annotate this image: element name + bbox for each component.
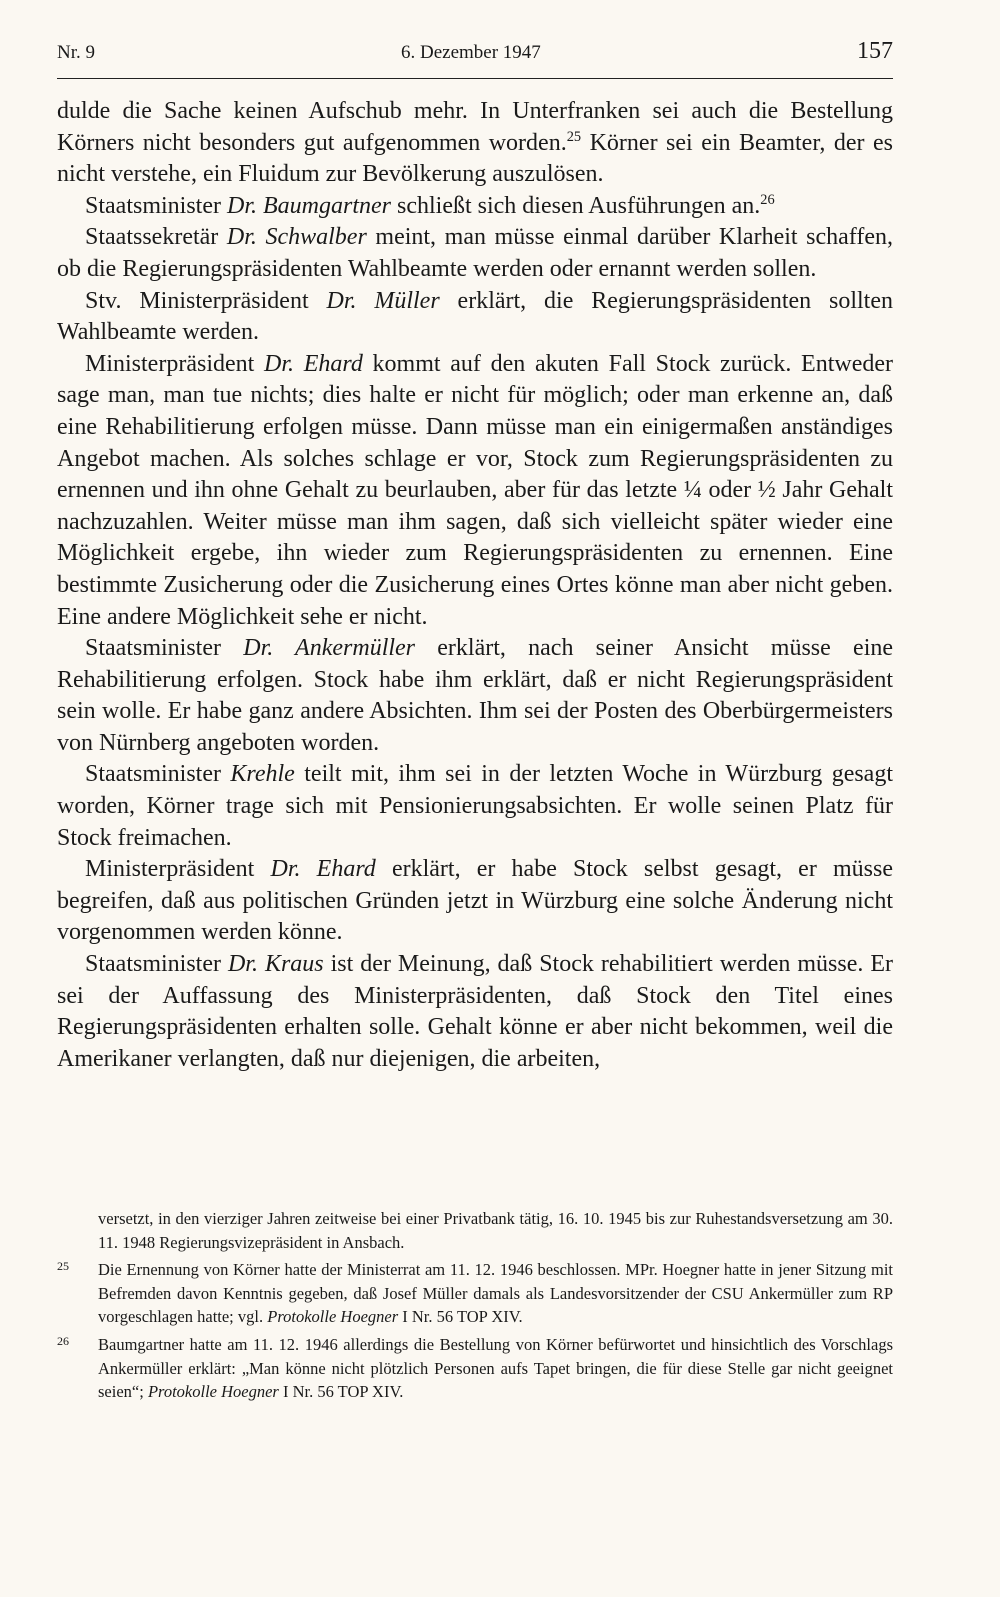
text-run: ist der Meinung, daß Stock rehabilitiert werden müsse. Er sei der Auffassung des Ministerpräsidenten, daß Stock den Titel eines Regierungspräsidenten erhalten solle. Gehalt könne er aber nicht bekommen, weil die Amerikaner verlangten, daß nur diejenigen, die arbeiten, bbox=[57, 951, 894, 1072]
text-run: Staatsminister bbox=[85, 635, 244, 662]
footnotes bbox=[57, 1207, 893, 1408]
text-run: Staatsminister bbox=[85, 761, 231, 788]
text-run: Die Ernennung von Körner hatte der Ministerrat am 11. 12. 1946 beschlossen. MPr. Hoegner hatte in jener Sitzung mit Befremden davon Kenntnis gegeben, daß Josef Müller damals als Landesvorsitzender der CSU Ankermüller zum RP vorgeschlagen hatte; vgl. bbox=[98, 1260, 893, 1327]
speaker-name: Dr. Ankermüller bbox=[243, 635, 416, 662]
footnote-reference: 26 bbox=[760, 191, 775, 208]
text-run: versetzt, in den vierziger Jahren zeitweise bei einer Privatbank tätig, 16. 10. 1945 bis zur Ruhestandsversetzung am 30. 11. 1948 Regierungsvizepräsident in Ansbach. bbox=[98, 1209, 893, 1252]
text-run: teilt mit, ihm sei in der letzten Woche in Würzburg gesagt worden, Körner trage sich mit Pensionierungsabsichten. Er wolle seinen Platz für Stock freimachen. bbox=[57, 761, 893, 851]
paragraph bbox=[57, 349, 893, 633]
text-run: kommt auf den akuten Fall Stock zurück. Entweder sage man, man tue nichts; dies halte er nicht für möglich; oder man erkenne an, daß eine Rehabilitierung erfolgen müsse. Dann müsse man ein einigermaßen anständiges Angebot machen. Als solches schlage er vor, Stock zum Regierungspräsidenten zu ernennen und ihn ohne Gehalt zu beurlauben, aber für das letzte ¼ oder ½ Jahr Gehalt nachzuzahlen. Weiter müsse man ihm sagen, daß sich vielleicht später wieder eine Möglichkeit ergebe, ihn wieder zum Regierungspräsidenten zu ernennen. Eine bestimmte Zusicherung oder die Zusicherung eines Ortes könne man aber nicht geben. Eine andere Möglichkeit sehe er nicht. bbox=[57, 350, 893, 630]
text-run: Stv. Ministerpräsident bbox=[85, 287, 327, 314]
footnote bbox=[57, 1333, 893, 1404]
speaker-name: Dr. Müller bbox=[326, 287, 440, 314]
paragraph bbox=[57, 854, 893, 949]
speaker-name: Protokolle Hoegner bbox=[267, 1307, 399, 1327]
text-run: I Nr. 56 TOP XIV. bbox=[398, 1307, 523, 1327]
footnote bbox=[57, 1207, 893, 1254]
paragraph bbox=[57, 633, 893, 759]
running-header bbox=[57, 38, 893, 79]
speaker-name: Dr. Kraus bbox=[227, 951, 324, 978]
footnote-number: 25 bbox=[57, 1259, 69, 1274]
main-text bbox=[57, 96, 893, 1075]
text-run: Körner sei ein Beamter, der es nicht verstehe, ein Fluidum zur Bevölkerung auszulösen. bbox=[57, 129, 894, 188]
paragraph bbox=[57, 759, 893, 854]
text-run: schließt sich diesen Ausführungen an. bbox=[391, 192, 761, 219]
footnote bbox=[57, 1258, 893, 1329]
paragraph bbox=[57, 191, 893, 223]
text-run: Staatssekretär bbox=[85, 224, 227, 251]
header-date: 6. Dezember 1947 bbox=[401, 42, 541, 63]
paragraph bbox=[57, 222, 893, 285]
footnote-reference: 25 bbox=[566, 128, 582, 145]
page-number: 157 bbox=[857, 38, 893, 64]
speaker-name: Dr. Ehard bbox=[264, 350, 363, 377]
text-run: dulde die Sache keinen Aufschub mehr. In Unterfranken sei auch die Bestellung Körners nicht besonders gut aufgenommen worden. bbox=[57, 98, 893, 156]
text-run: Ministerpräsident bbox=[85, 350, 265, 377]
text-run: erklärt, die Regierungspräsidenten sollten Wahlbeamte werden. bbox=[57, 287, 893, 346]
speaker-name: Krehle bbox=[230, 761, 295, 788]
paragraph bbox=[57, 286, 893, 349]
issue-number: Nr. 9 bbox=[57, 42, 95, 63]
speaker-name: Dr. Schwalber bbox=[226, 224, 367, 251]
text-run: Baumgartner hatte am 11. 12. 1946 allerdings die Bestellung von Körner befürwortet und hinsichtlich des Vorschlags Ankermüller erklärt: „Man könne nicht plötzlich Personen aufs Tapet bringen, die für diese Stelle gar nicht geeignet seien“; bbox=[98, 1334, 893, 1402]
paragraph bbox=[57, 96, 893, 191]
footnote-number: 26 bbox=[57, 1333, 69, 1348]
text-run: I Nr. 56 TOP XIV. bbox=[278, 1382, 404, 1402]
text-run: erklärt, nach seiner Ansicht müsse eine Rehabilitierung erfolgen. Stock habe ihm erklärt, daß er nicht Regierungspräsident sein wolle. Er habe ganz andere Absichten. Ihm sei der Posten des Oberbürgermeisters von Nürnberg angeboten worden. bbox=[57, 635, 894, 756]
text-run: Ministerpräsident bbox=[85, 856, 271, 883]
text-run: meint, man müsse einmal darüber Klarheit schaffen, ob die Regierungspräsidenten Wahlbeamte werden oder ernannt werden sollen. bbox=[57, 224, 893, 282]
text-run: Staatsminister bbox=[85, 951, 228, 978]
paragraph bbox=[57, 949, 893, 1075]
speaker-name: Protokolle Hoegner bbox=[147, 1382, 279, 1402]
speaker-name: Dr. Ehard bbox=[270, 856, 376, 883]
text-run: erklärt, er habe Stock selbst gesagt, er müsse begreifen, daß aus politischen Gründen jetzt in Würzburg eine solche Änderung nicht vorgenommen werden könne. bbox=[57, 856, 893, 946]
speaker-name: Dr. Baumgartner bbox=[226, 192, 391, 219]
text-run: Staatsminister bbox=[85, 192, 227, 219]
